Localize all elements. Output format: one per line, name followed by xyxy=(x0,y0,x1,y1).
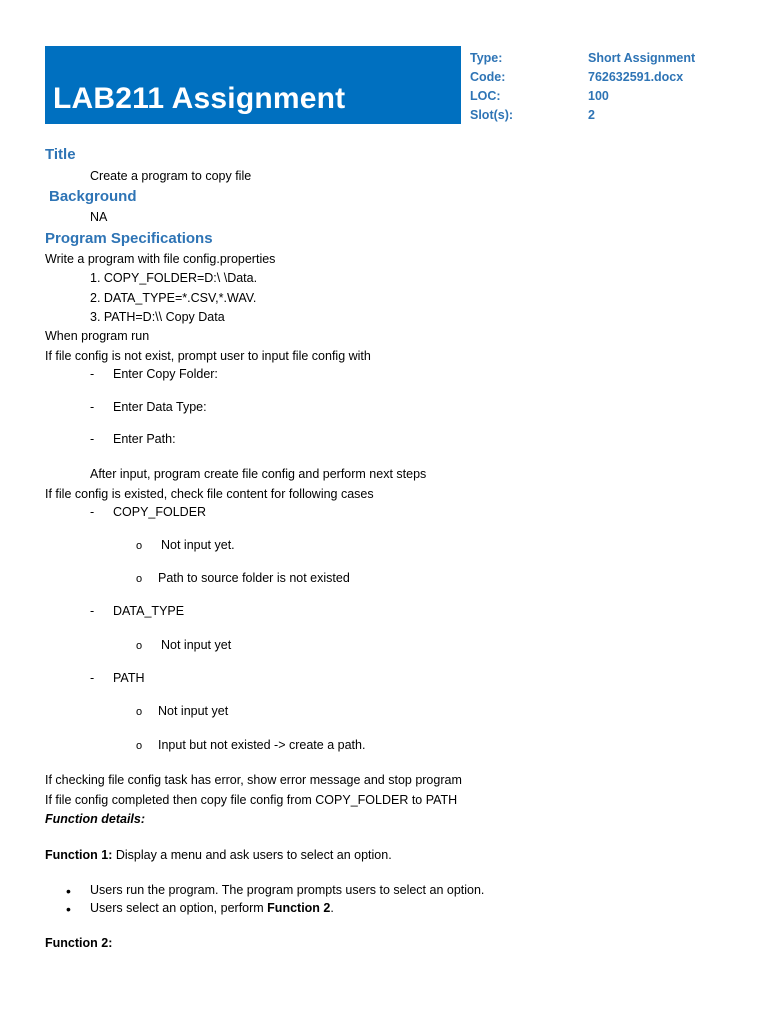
is-existed-text: If file config is existed, check file content for following cases xyxy=(45,487,374,501)
meta-slots-label: Slot(s): xyxy=(470,108,514,122)
background-heading: Background xyxy=(49,188,137,205)
config-item-2: 2. DATA_TYPE=*.CSV,*.WAV. xyxy=(90,291,257,305)
dash-marker: - xyxy=(90,604,95,618)
error-line: If checking file config task has error, show error message and stop program xyxy=(45,773,462,787)
bullet-marker: • xyxy=(66,883,71,899)
bullet-2-text: Users select an option, perform xyxy=(90,901,268,915)
function-details-heading: Function details: xyxy=(45,812,145,826)
meta-loc-label: LOC: xyxy=(470,89,501,103)
meta-code-label: Code: xyxy=(470,70,506,84)
circle-marker: o xyxy=(136,706,143,718)
bullet-1-text: Users run the program. The program prompts users to select an option. xyxy=(90,883,485,897)
meta-type-label: Type: xyxy=(470,51,503,65)
circle-marker: o xyxy=(136,540,143,552)
data-type-sub-1: Not input yet xyxy=(161,638,232,652)
circle-marker: o xyxy=(136,640,143,652)
meta-loc-value: 100 xyxy=(588,89,609,103)
meta-slots-value: 2 xyxy=(588,108,595,122)
function-2-label: Function 2: xyxy=(45,936,113,950)
title-banner xyxy=(45,46,461,124)
copy-folder-sub-1: Not input yet. xyxy=(161,538,235,552)
dash-marker: - xyxy=(90,367,95,381)
document-title: LAB211 Assignment xyxy=(53,82,346,115)
completed-line: If file config completed then copy file config from COPY_FOLDER to PATH xyxy=(45,793,458,807)
bullet-2-line xyxy=(90,901,334,916)
path-sub-1: Not input yet xyxy=(158,704,229,718)
title-text: Create a program to copy file xyxy=(90,169,252,183)
config-item-1: 1. COPY_FOLDER=D:\ \Data. xyxy=(90,271,258,285)
copy-folder-sub-2: Path to source folder is not existed xyxy=(158,571,350,585)
dash-marker: - xyxy=(90,432,95,446)
when-run-text: When program run xyxy=(45,329,150,343)
prompt-data-type: Enter Data Type: xyxy=(113,400,207,414)
title-heading: Title xyxy=(45,146,76,163)
case-data-type: DATA_TYPE xyxy=(113,604,185,618)
not-exist-text: If file config is not exist, prompt user to input file config with xyxy=(45,349,371,363)
prompt-path: Enter Path: xyxy=(113,432,176,446)
function-1-line xyxy=(45,848,392,863)
case-copy-folder: COPY_FOLDER xyxy=(113,505,207,519)
circle-marker: o xyxy=(136,740,143,752)
bullet-2-function-ref: Function 2 xyxy=(267,901,331,915)
dash-marker: - xyxy=(90,671,95,685)
spec-heading: Program Specifications xyxy=(45,230,213,247)
dash-marker: - xyxy=(90,505,95,519)
meta-code-value: 762632591.docx xyxy=(588,70,684,84)
background-text: NA xyxy=(90,210,108,224)
path-sub-2: Input but not existed -> create a path. xyxy=(158,738,366,752)
prompt-copy-folder: Enter Copy Folder: xyxy=(113,367,218,381)
function-1-text: Display a menu and ask users to select an option. xyxy=(112,848,392,862)
circle-marker: o xyxy=(136,573,143,585)
config-item-3: 3. PATH=D:\\ Copy Data xyxy=(90,310,225,324)
bullet-marker: • xyxy=(66,901,71,917)
dash-marker: - xyxy=(90,400,95,414)
spec-intro: Write a program with file config.properties xyxy=(45,252,276,266)
function-1-label: Function 1: xyxy=(45,848,113,862)
meta-type-value: Short Assignment xyxy=(588,51,696,65)
case-path: PATH xyxy=(113,671,145,685)
bullet-2-suffix: . xyxy=(330,901,334,915)
after-input-text: After input, program create file config and perform next steps xyxy=(90,467,427,481)
